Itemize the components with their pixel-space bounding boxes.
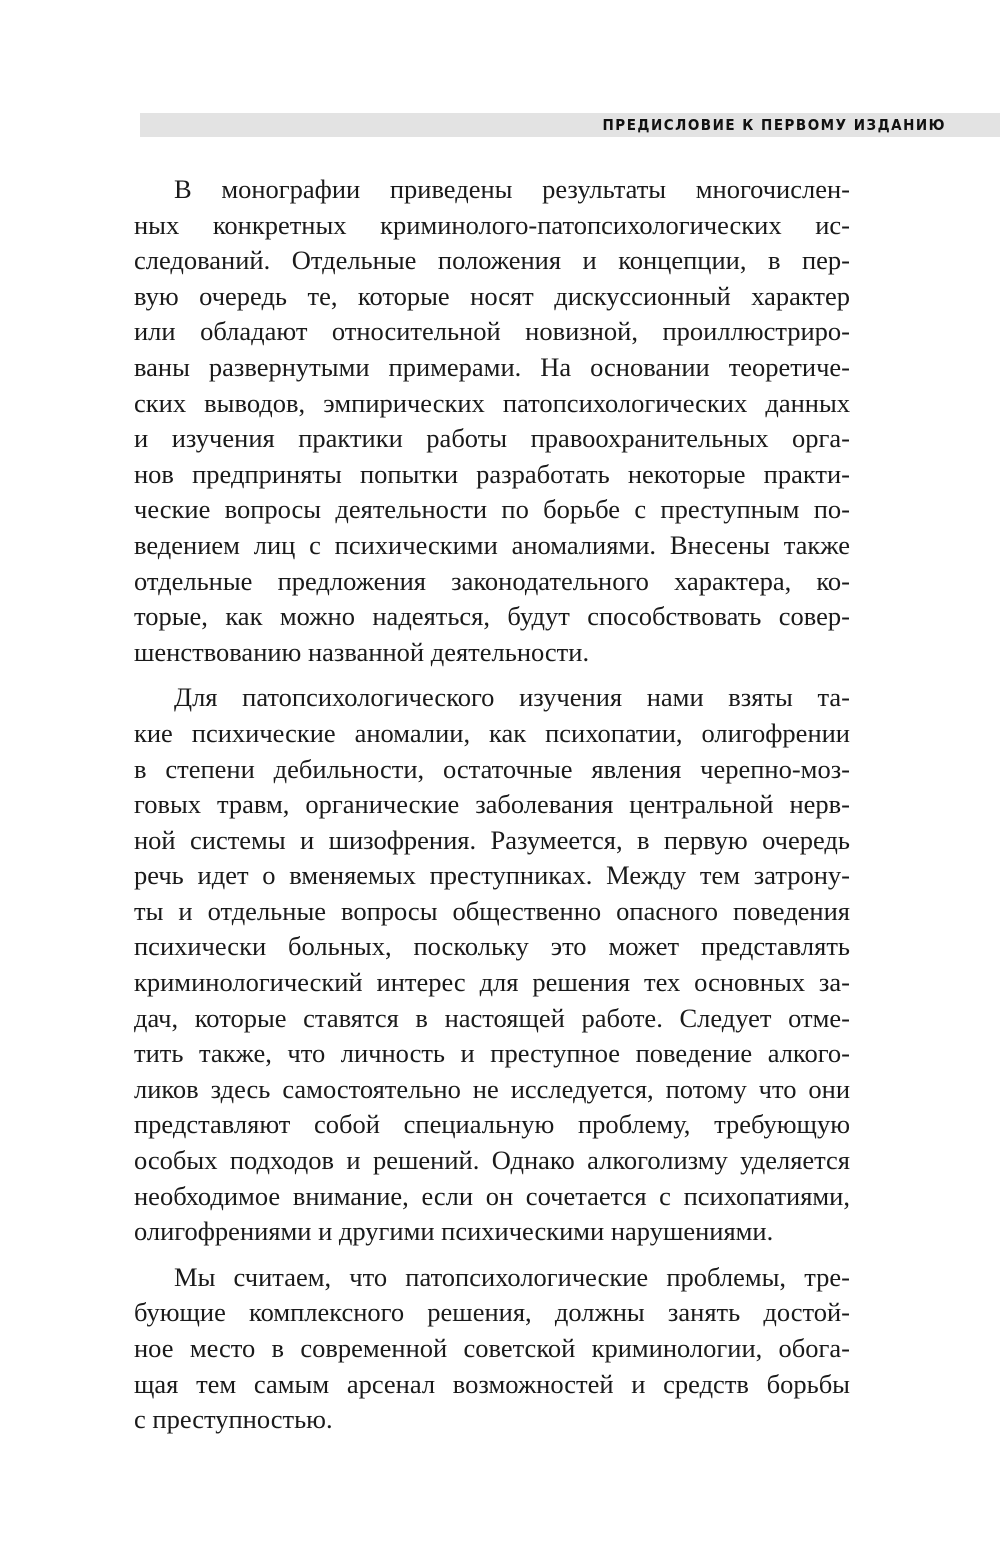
text-line: кие психические аномалии, как психопатии, олигофрении — [134, 717, 850, 748]
text-line: олигофрениями и другими психическими нарушениями. — [134, 1216, 774, 1247]
text-line: вую очередь те, которые носят дискуссионный характер — [134, 280, 850, 311]
text-line: криминологический интерес для решения тех основных за- — [134, 967, 850, 998]
paragraph-2 — [134, 680, 850, 1250]
text-line: шенствованию названной деятельности. — [134, 636, 590, 667]
text-line: особых подходов и решений. Однако алкоголизму уделяется — [134, 1145, 850, 1176]
text-line: говых травм, органические заболевания центральной нерв- — [134, 789, 850, 820]
text-line: необходимое внимание, если он сочетается с психопатиями, — [134, 1180, 850, 1211]
text-line: следований. Отдельные положения и концепции, в пер- — [134, 245, 850, 276]
body-text — [134, 172, 850, 1448]
text-line: ческие вопросы деятельности по борьбе с преступным по- — [134, 494, 850, 525]
text-line: Для патопсихологического изучения нами взяты та- — [174, 682, 850, 713]
text-line: торые, как можно надеяться, будут способствовать совер- — [134, 601, 850, 632]
text-line: бующие комплексного решения, должны занять достой- — [134, 1297, 850, 1328]
text-line: отдельные предложения законодательного характера, ко- — [134, 565, 850, 596]
text-line: с преступностью. — [134, 1404, 333, 1435]
text-line: ведением лиц с психическими аномалиями. Внесены также — [134, 529, 850, 560]
text-line: речь идет о вменяемых преступниках. Между тем затрону- — [134, 860, 850, 891]
paragraph-3 — [134, 1260, 850, 1438]
text-line: щая тем самым арсенал возможностей и средств борьбы — [134, 1368, 850, 1399]
text-line: ваны развернутыми примерами. На основании теоретиче- — [134, 351, 850, 382]
text-line: дач, которые ставятся в настоящей работе. Следует отме- — [134, 1002, 850, 1033]
text-line: и изучения практики работы правоохранительных орга- — [134, 423, 850, 454]
text-line: ликов здесь самостоятельно не исследуется, потому что они — [134, 1073, 850, 1104]
text-line: в степени дебильности, остаточные явления черепно-моз- — [134, 753, 850, 784]
text-line: психически больных, поскольку это может представлять — [134, 931, 850, 962]
text-line: ной системы и шизофрения. Разумеется, в первую очередь — [134, 824, 850, 855]
text-line: ты и отдельные вопросы общественно опасного поведения — [134, 895, 850, 926]
running-header — [140, 113, 1000, 137]
running-header-title: ПРЕДИСЛОВИЕ К ПЕРВОМУ ИЗДАНИЮ — [602, 116, 946, 134]
text-line: ное место в современной советской криминологии, обога- — [134, 1333, 850, 1363]
text-line: Мы считаем, что патопсихологические проблемы, тре- — [174, 1261, 850, 1292]
text-line: или обладают относительной новизной, проиллюстриро- — [134, 316, 850, 347]
text-line: В монографии приведены результаты многочислен- — [174, 174, 850, 204]
text-line: ских выводов, эмпирических патопсихологических данных — [134, 387, 850, 418]
text-line: представляют собой специальную проблему, требующую — [134, 1109, 850, 1140]
text-line: нов предприняты попытки разработать некоторые практи- — [134, 458, 850, 489]
paragraph-1 — [134, 172, 850, 670]
text-line: тить также, что личность и преступное поведение алкого- — [134, 1038, 850, 1069]
text-line: ных конкретных криминолого-патопсихологических ис- — [134, 209, 850, 240]
